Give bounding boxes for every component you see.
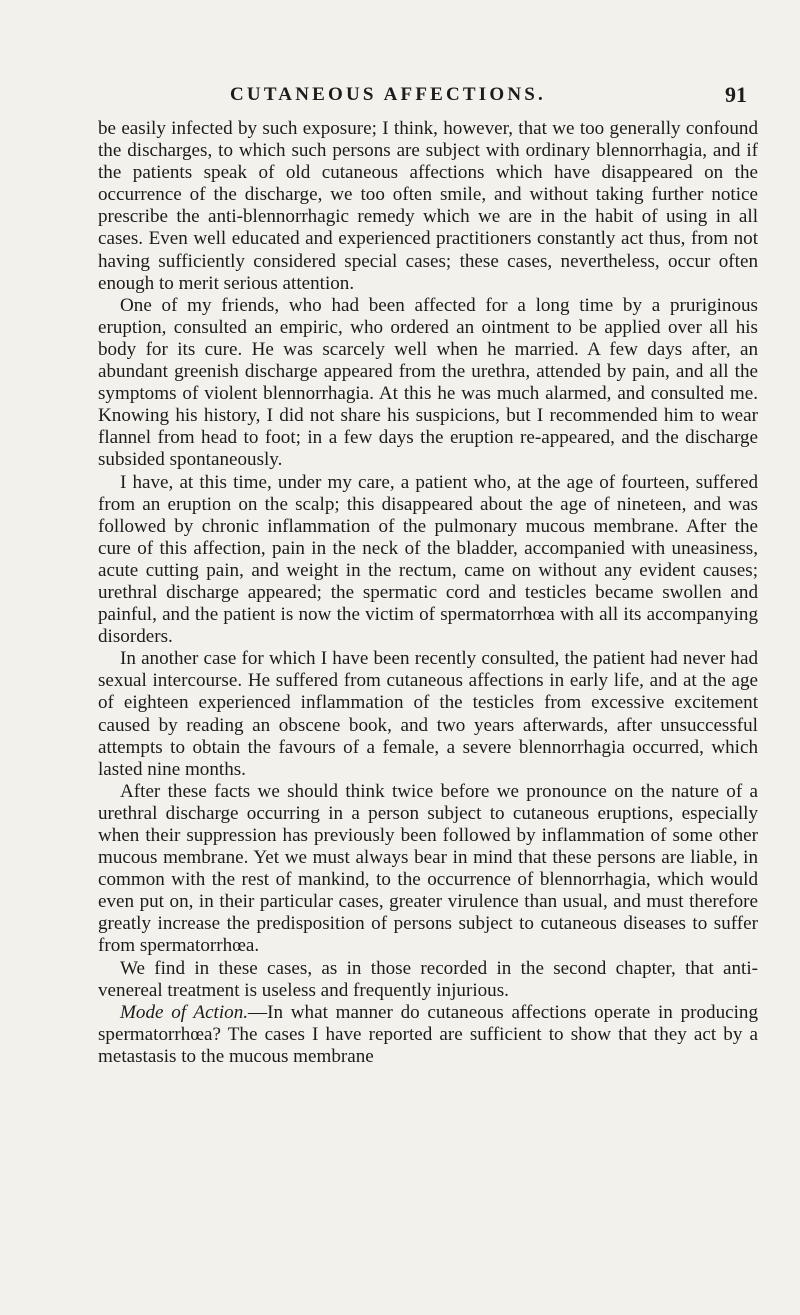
paragraph-another-case: In another case for which I have been recently consulted, the patient had never had sexual intercourse. He suffered from cutaneous affections in early life, and at the age of eighteen experienced inflammation of the testicles from excessive excitement caused by reading an obscene book, and two years afterwards, after unsuccessful attempts to obtain the favours of a female, a severe blennorrhagia occurred, which lasted nine months. — [98, 648, 758, 780]
mode-of-action-text: —In what manner do cutaneous affections operate in producing spermatorrhœa? The cases I have reported are sufficient to show that they act by a metastasis to the mucous membrane — [98, 1001, 758, 1067]
paragraph-anti-venereal-treatment: We find in these cases, as in those recorded in the second chapter, that anti-venereal treatment is useless and frequently injurious. — [98, 957, 758, 1001]
page-number: 91 — [725, 82, 747, 107]
paragraph-continuation: be easily infected by such exposure; I think, however, that we too generally confound the discharges, to which such persons are subject with ordinary blennorrhagia, and if the patients speak of old cutaneous affections which have disappeared on the occurrence of the discharge, we too often smile, and without taking further notice prescribe the anti-blennorrhagic remedy which we are in the habit of using in all cases. Even well educated and experienced practitioners constantly act thus, from not having sufficiently considered special cases; these cases, nevertheless, occur often enough to merit serious attention. — [98, 118, 758, 294]
paragraph-scalp-eruption-case: I have, at this time, under my care, a patient who, at the age of fourteen, suffered from an eruption on the scalp; this disappeared about the age of nineteen, and was followed by chronic inflammation of the pulmonary mucous membrane. After the cure of this affection, pain in the neck of the bladder, accompanied with uneasiness, acute cutting pain, and weight in the rectum, came on without any evident causes; urethral discharge appeared; the spermatic cord and testicles became swollen and painful, and the patient is now the victim of spermatorrhœa with all its accompanying disorders. — [98, 471, 758, 648]
paragraph-pruriginous-case: One of my friends, who had been affected for a long time by a pruriginous eruption, consulted an empiric, who ordered an ointment to be applied over all his body for its cure. He was scarcely well when he married. A few days after, an abundant greenish discharge appeared from the urethra, attended by pain, and all the symptoms of violent blennorrhagia. At this he was much alarmed, and consulted me. Knowing his history, I did not share his suspicions, but I recommended him to wear flannel from head to foot; in a few days the eruption re-appeared, and the discharge subsided spontaneously. — [98, 294, 758, 471]
section-lead-mode-of-action: Mode of Action. — [120, 1001, 249, 1023]
running-title: CUTANEOUS AFFECTIONS. — [230, 84, 546, 105]
paragraph-mode-of-action — [98, 1002, 758, 1068]
body-text — [98, 118, 758, 1068]
paragraph-after-these-facts: After these facts we should think twice before we pronounce on the nature of a urethral discharge occurring in a person subject to cutaneous eruptions, especially when their suppression has previously been followed by inflammation of some other mucous membrane. Yet we must always bear in mind that these persons are liable, in common with the rest of mankind, to the occurrence of blennorrhagia, which would even put on, in their particular cases, greater virulence than usual, and must therefore greatly increase the predisposition of persons subject to cutaneous diseases to suffer from spermatorrhœa. — [98, 780, 758, 957]
running-head — [0, 84, 800, 112]
